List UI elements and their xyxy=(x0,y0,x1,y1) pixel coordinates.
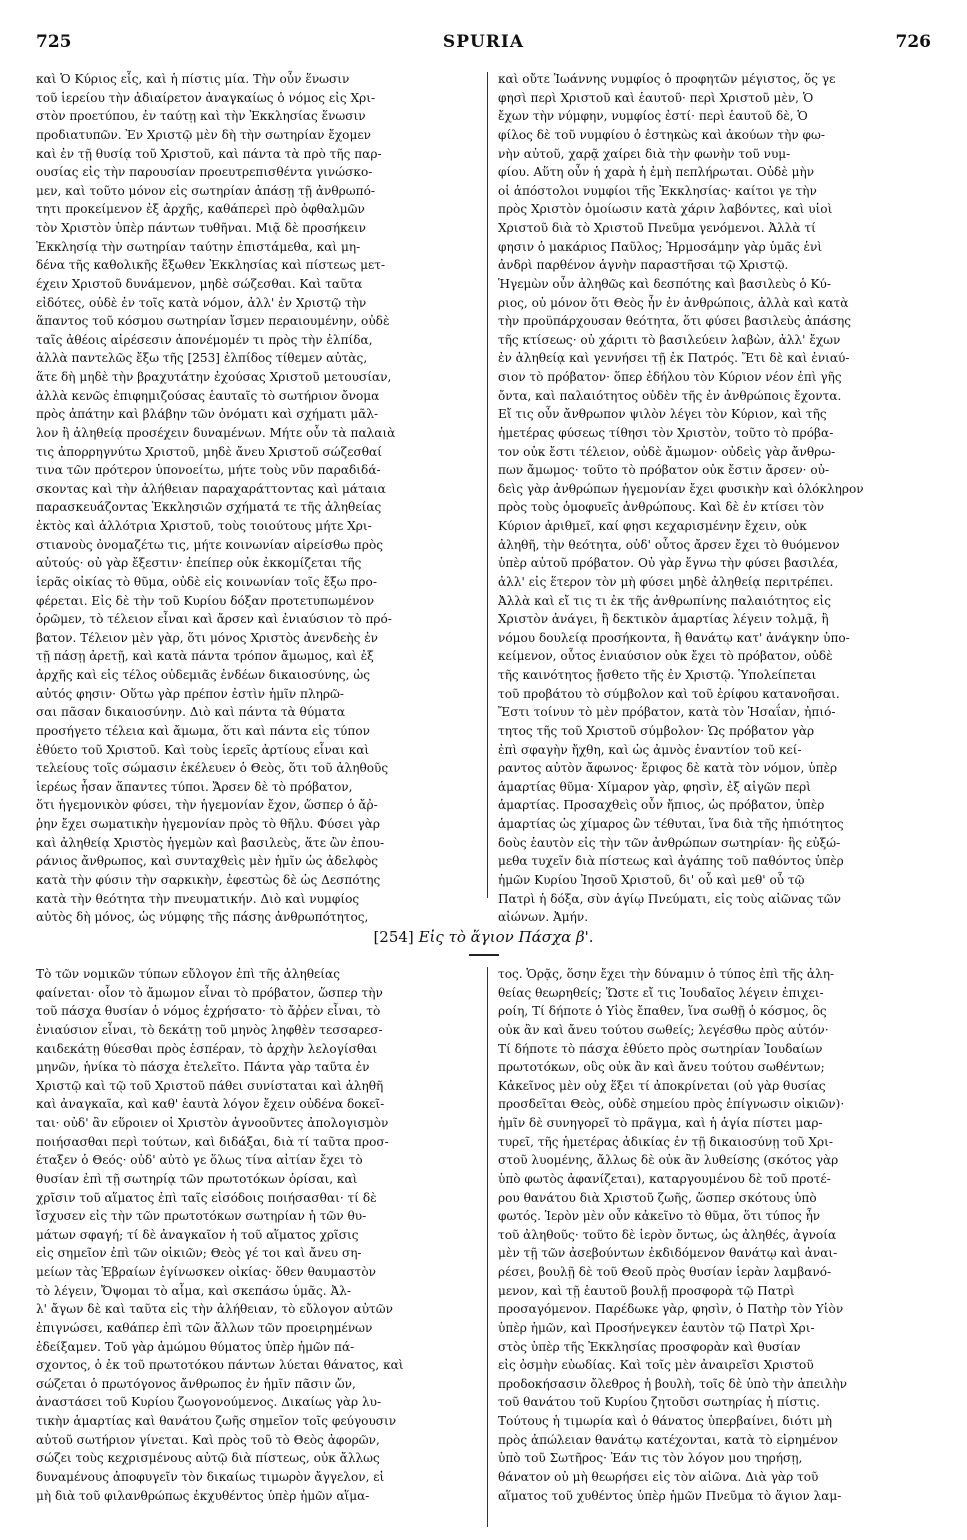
column-divider-upper xyxy=(487,72,488,898)
text-line: πρωτοτόκων, οὓς οὐκ ἂν καὶ ἄνευ τούτου σωθέντων; xyxy=(498,1060,825,1075)
text-line: ἐπὶ σφαγὴν ἤχθη, καὶ ὡς ἀμνὸς ἐναντίον τοῦ κεί- xyxy=(498,742,802,757)
text-line: Ἡγεμὼν οὖν ἀληθῶς καὶ δεσπότης καὶ βασιλεὺς ὁ Κύ- xyxy=(498,276,831,291)
text-line: τον οὐκ ἔστι τέλειον, οὐδὲ ἄμωμον· οὐδεὶς γὰρ ἄνθρω- xyxy=(498,444,836,459)
text-line: λον ἢ ἀληθείᾳ προσέχειν δυναμένων. Μήτε οὖν τὰ παλαιὰ xyxy=(36,425,396,440)
text-line: τῇ πάσῃ ἀρετῇ, καὶ κατὰ πάντα τρόπον ἄμωμος, καὶ ἐξ xyxy=(36,649,374,664)
text-line: ἁμαρτίας ὡς χίμαρος ὢν τέθυται, ἵνα διὰ τῆς ἠπιότητος xyxy=(498,817,844,831)
text-line: ουσίας εἰς τὴν παρουσίαν προευτρεπισθέντα γινώσκο- xyxy=(36,165,373,180)
heading-rule xyxy=(469,954,499,956)
text-line: τὴν προϋπάρχουσαν θεότητα, ὅτι φύσει βασιλεὺς ἁπάσης xyxy=(498,314,852,329)
text-line: ἀλλὰ παντελῶς ἔξω τῆς [253] ἐλπίδος τίθεμεν αὐτὰς, xyxy=(36,351,368,366)
text-line: ἀλλ' εἰς ἕτερον τὸν μὴ φύσει μηδὲ ἀληθείᾳ περιτρέπει. xyxy=(498,574,834,589)
text-line: ἀναστάσει τοῦ Κυρίου ζωογονούμενος. Δικαίως γὰρ λυ- xyxy=(36,1395,382,1410)
text-line: ἱερᾶς οἰκίας τὸ θῦμα, οὐδὲ εἰς κοινωνίαν τοῖς ἔξω προ- xyxy=(36,574,377,589)
text-line: μεν, καὶ τοῦτο μόνον εἰς σωτηρίαν ἁπάσῃ τῇ ἀνθρωπό- xyxy=(36,183,375,198)
running-title: SPURIA xyxy=(442,32,525,52)
text-line: τητι προκείμενον ἐξ ἀρχῆς, καθάπερεὶ πρὸ ὀφθαλμῶν xyxy=(36,202,365,217)
text-line: οὐκ ἂν καὶ ἄνευ τούτου σωθείς; λεγέσθω πρὸς αὐτόν· xyxy=(498,1022,829,1037)
text-line: σκοντας καὶ τὴν ἀλήθειαν παραχαράττοντας καὶ μάταια xyxy=(36,481,386,496)
left-page-number: 725 xyxy=(36,32,72,52)
text-line: ἐθύετο τοῦ Χριστοῦ. Καὶ τοὺς ἱερεῖς ἀρτίους εἶναι καὶ xyxy=(36,742,370,757)
text-line: ὄντα, καὶ παλαιότητος οὐδὲν τῆς ἐν ἀνθρώποις ἔχοντα. xyxy=(498,388,842,403)
text-line: ἡμετέρας φύσεως τίθησι τὸν Χριστὸν, τοῦτο τὸ πρόβα- xyxy=(498,425,834,440)
text-line: μενον, καὶ τῇ ἑαυτοῦ βουλῇ προσφορὰ τῷ Πατρὶ xyxy=(498,1283,795,1298)
text-line: τινα τῶν πρότερον ὑπονοείτω, μήτε τοὺς νῦν παραδιδά- xyxy=(36,463,381,478)
text-line: καὶ ἐν τῇ θυσίᾳ τοῦ Χριστοῦ, καὶ πάντα τὰ πρὸ τῆς παρ- xyxy=(36,146,382,161)
text-line: ἐπιγνώσει, καθάπερ ἐπὶ τῶν ἄλλων τῶν προειρημένων xyxy=(36,1320,373,1335)
text-line: πων ἄμωμος· τοῦτο τὸ πρόβατον οὐκ ἔστιν ἄρσεν· οὐ- xyxy=(498,463,830,478)
text-line: πρὸς Χριστὸν ὁμοίωσιν κατὰ χάριν λαβόντες, καὶ υἱοὶ xyxy=(498,202,833,217)
upper-left-column xyxy=(36,70,476,927)
text-line: ραντος αὐτὸν ἄφωνος· ἔριφος δὲ κατὰ τὸν νόμον, ὑπὲρ xyxy=(498,761,838,776)
text-line: ὑπὸ τοῦ Σωτῆρος· Ἐάν τις τὸν λόγον μου τηρήσῃ, xyxy=(498,1451,803,1466)
text-line: ριος, οὐ μόνον ὅτι Θεὸς ἦν ἐν ἀνθρώποις, ἀλλὰ καὶ κατὰ xyxy=(498,295,849,310)
text-line: βατον. Τέλειον μὲν γὰρ, ὅτι μόνος Χριστὸς ἀνενδεὴς ἐν xyxy=(36,630,379,645)
text-line: ῥην ἔχει σωματικὴν ἡγεμονίαν πρὸς τὸ θῆλυ. Φύσει γὰρ xyxy=(36,817,381,831)
text-line: μὴ διὰ τοῦ φιλανθρώπως ἐκχυθέντος ὑπὲρ ἡμῶν αἵμα- xyxy=(36,1488,370,1503)
text-line: κατὰ τὴν φύσιν τὴν σαρκικὴν, ἐφεστὼς δὲ ὡς Δεσπότης xyxy=(36,872,381,887)
text-line: τυρεῖ, τῆς ἡμετέρας ἀδικίας ἐν τῇ δικαιοσύνῃ τοῦ Χρι- xyxy=(498,1134,833,1149)
page-header xyxy=(36,32,931,56)
text-line: ἀνδρὶ παρθένον ἁγνὴν παραστῆσαι τῷ Χριστῷ. xyxy=(498,258,789,273)
text-line: ὑπὲρ αὐτοῦ πρόβατον. Οὐ γὰρ ἔγνω τὴν φύσει βασιλέα, xyxy=(498,556,839,571)
text-line: ται· οὐδ' ἂν εὕροιεν οἱ Χριστὸν ἀγνοοῦντες ἀπολογισμὸν xyxy=(36,1116,389,1130)
text-line: στὸν προετύπου, ἐν ταύτῃ καὶ τὴν Ἐκκλησίας ἕνωσιν xyxy=(36,109,366,124)
text-line: Κύριον ἀριθμεῖ, καί φησι κεχαρισμένην ἔχειν, οὐκ xyxy=(498,519,807,533)
text-line: ταῖς ἀθέοις αἱρέσεσιν ἀπονέμομέν τι πρὸς τὴν ἐλπίδα, xyxy=(36,332,373,347)
text-line: τὸ λέγειν, Ὄψομαι τὸ αἷμα, καὶ σκεπάσω ὑμᾶς. Ἀλ- xyxy=(36,1283,351,1298)
text-line: καιδεκάτῃ θύεσθαι πρὸς ἑσπέραν, τὸ ἀρχὴν λελογίσθαι xyxy=(36,1041,378,1056)
text-line: τικὴν ἁμαρτίας καὶ θανάτου ζωῆς σημεῖον τοῖς φεύγουσιν xyxy=(36,1414,397,1428)
text-line: τοῦ θανάτου τοῦ Κυρίου ζητοῦσι σωτηρίας ἡ πίστις. xyxy=(498,1395,820,1410)
text-line: ἁμαρτίας. Προσαχθεὶς οὖν ἤπιος, ὡς πρόβατον, ὑπὲρ xyxy=(498,798,825,813)
text-line: πρὸς ἀπάτην καὶ βλάβην τῶν ὀνόματι καὶ σχήματι μᾶλ- xyxy=(36,407,379,422)
text-line: Πατρὶ ἡ δόξα, σὺν ἁγίῳ Πνεύματι, εἰς τοὺς αἰῶνας τῶν xyxy=(498,891,841,906)
text-line: σιον τὸ πρόβατον· ὅπερ ἐδήλου τὸν Κύριον νέον ἐπὶ γῆς xyxy=(498,370,842,384)
text-line: μάτων σφαγή; τί δὲ ἀναγκαῖον ἡ τοῦ αἵματος χρῖσις xyxy=(36,1227,359,1242)
text-line: μὲν τῇ τῶν ἀσεβούντων ἐκδιδόμενον θανάτῳ καὶ ἀναι- xyxy=(498,1246,838,1261)
text-line: δυναμένους ἀποφυγεῖν τὸν δικαίως τιμωρὸν ἄγγελον, εἰ xyxy=(36,1469,385,1484)
text-line: ἐν ἀληθείᾳ καὶ γεννήσει τῇ ἐκ Πατρός. Ἔτι δὲ καὶ ἐνιαύ- xyxy=(498,351,850,366)
text-line: νὴν αὐτοῦ, χαρᾷ χαίρει διὰ τὴν φωνὴν τοῦ νυμ- xyxy=(498,146,791,161)
text-line: τὸν Χριστὸν ὑπὲρ πάντων τυθῆναι. Μιᾷ δὲ προσήκειν xyxy=(36,221,367,235)
text-line: ράνιος ἄνθρωπος, καὶ συνταχθεὶς μὲν ἡμῖν ὡς ἀδελφὸς xyxy=(36,854,379,869)
text-line: καὶ ἀναγκαῖα, καὶ καθ' ἑαυτὰ λόγον ἔχειν οὐδένα δοκεῖ- xyxy=(36,1097,385,1112)
text-line: ὁρῶμεν, τὸ τέλειον εἶναι καὶ ἄρσεν καὶ ἐνιαύσιον τὸ πρό- xyxy=(36,612,392,627)
section-number: [254] xyxy=(373,928,414,946)
text-line: ρου θανάτου διὰ Χριστοῦ ζωῆς, ὥσπερ σκότους ὑπὸ xyxy=(498,1190,817,1205)
text-line: ἀληθῆ, τὴν θεότητα, οὐδ' οὗτος ἄρσεν ἔχει τὸ θυόμενον xyxy=(498,537,840,552)
text-line: Ἐκκλησίᾳ τὴν σωτηρίαν ταύτην ἐπιστάμεθα, καὶ μη- xyxy=(36,239,361,254)
text-line: σώζει τοὺς κεχρισμένους αὐτῷ διὰ πίστεως, οὐκ ἄλλως xyxy=(36,1451,380,1466)
text-line: ρέσει, βουλῇ δὲ τοῦ Θεοῦ πρὸς θυσίαν ἱερὰν λαμβανό- xyxy=(498,1265,832,1279)
lower-left-column xyxy=(36,965,476,1505)
text-line: ἁμαρτίας θῦμα· Χίμαρον γὰρ, φησὶν, ἐξ αἰγῶν περὶ xyxy=(498,779,812,794)
text-line: δεὶς γὰρ ἀνθρώπων ἡγεμονίαν ἔχει φυσικὴν καὶ ὁλόκληρον xyxy=(498,481,864,496)
text-line: πρὸς τοὺς ὁμοφυεῖς ἀνθρώπους. Καὶ δὲ ἐν κτίσει τὸν xyxy=(498,500,825,515)
text-line: ἡμῶν Κυρίου Ἰησοῦ Χριστοῦ, δι' οὗ καὶ μεθ' οὗ τῷ xyxy=(498,872,805,887)
text-line: ἅτε δὴ μηδὲ τὴν βραχυτάτην ἐχούσας Χριστοῦ μετουσίαν, xyxy=(36,370,392,384)
text-line: παρασκευάζοντας Ἐκκλησιῶν σχήματά τε τῆς ἀληθείας xyxy=(36,500,382,515)
text-line: ἡμῖν δὲ συνηγορεῖ τὸ πρᾶγμα, καὶ ἡ ἁγία πίστει μαρ- xyxy=(498,1116,823,1130)
text-line: σώζεται ὁ πρωτόγονος ἄνθρωπος ἐν ἡμῖν πᾶσιν ὤν, xyxy=(36,1376,356,1391)
section-title: Εἰς τὸ ἅγιον Πάσχα β'. xyxy=(418,928,594,946)
text-line: Χριστὸν ἀνάγει, ἢ δεκτικὸν ἁμαρτίας λέγειν τολμᾷ, ἢ xyxy=(498,612,829,627)
lower-right-column xyxy=(498,965,936,1505)
text-line: ἴσχυσεν εἰς τὴν τῶν πρωτοτόκων σωτηρίαν ἡ τῶν θυ- xyxy=(36,1209,367,1224)
column-divider-lower xyxy=(487,967,488,1527)
text-line: τῆς καινότητος ᾔσθετο τῆς ἐν Χριστῷ. Ὑπολείπεται xyxy=(498,668,817,682)
text-line: ὅτι ἡγεμονικὸν φύσει, τὴν ἡγεμονίαν ἔχον, ὥσπερ ὁ ἄῤ- xyxy=(36,798,378,813)
text-line: έχειν Χριστοῦ δυνάμενον, μηδὲ σώζεσθαι. Καὶ ταῦτα xyxy=(36,276,363,291)
text-line: προσαγόμενον. Παρέδωκε γὰρ, φησὶν, ὁ Πατὴρ τὸν Υἱὸν xyxy=(498,1302,844,1317)
text-line: φησὶ περὶ Χριστοῦ καὶ ἑαυτοῦ· περὶ Χριστοῦ μὲν, Ὁ xyxy=(498,90,814,105)
text-line: ἀλλὰ κενῶς ἐπιφημιζούσας ἑαυταῖς τὸ σωτήριον ὄνομα xyxy=(36,388,380,403)
text-line: τις ἀπορρηγνύτω Χριστοῦ, μηδὲ ἄνευ Χριστοῦ σώζεσθαί xyxy=(36,444,382,459)
text-line: φίλος δὲ τοῦ νυμφίου ὁ ἑστηκὼς καὶ ἀκούων τὴν φω- xyxy=(498,127,825,142)
text-line: ἐνιαύσιον εἶναι, τὸ δεκάτῃ τοῦ μηνὸς ληφθὲν τεσσαρεσ- xyxy=(36,1022,383,1037)
text-line: κείμενον, οὗτος ἐνιαύσιον οὐκ ἔχει τὸ πρόβατον, οὐδὲ xyxy=(498,649,833,664)
text-line: φίου. Αὕτη οὖν ἡ χαρὰ ἡ ἐμὴ πεπλήρωται. Οὐδὲ μὴν xyxy=(498,165,815,180)
text-line: έταξεν ὁ Θεός· οὐδ' αὐτὸ γε ὅλως τίνα αἰτίαν ἔχει τὸ xyxy=(36,1153,363,1168)
text-line: αὐτὸς δὴ μόνος, ὡς νύμφης τῆς πάσης ἀνθρωπότητος, xyxy=(36,910,369,925)
text-line: σαι πᾶσαν δικαιοσύνην. Διὸ καὶ πάντα τὰ θύματα xyxy=(36,705,346,720)
text-line: ἀρχῆς καὶ εἰς τέλος οὐδεμιᾶς ἐνδέων δικαιοσύνης, ὡς xyxy=(36,668,371,682)
text-line: στοῦ λυομένης, ἄλλως δὲ οὐκ ἂν λυθείσης (σκότος γὰρ xyxy=(498,1153,839,1168)
text-line: Χριστῷ καὶ τῷ τοῦ Χριστοῦ πάθει συνίσταται καὶ ἀληθῆ xyxy=(36,1078,384,1093)
text-line: ἐδείξαμεν. Τοῦ γὰρ ἀμώμου θύματος ὑπὲρ ἡμῶν πά- xyxy=(36,1339,355,1354)
text-line: κατὰ τὴν θεότητα τὴν πνευματικήν. Διὸ καὶ νυμφίος xyxy=(36,891,360,906)
text-line: θυσίαν ἐπὶ τῇ σωτηρίᾳ τῶν πρωτοτόκων ὁρίσαι, καὶ xyxy=(36,1171,358,1186)
text-line: στιανοὺς ὀνομαζέτω τις, μήτε κοινωνίαν αἱρείσθω πρὸς xyxy=(36,537,384,552)
text-line: ὑπὸ φωτὸς ἀφανίζεται), καταργουμένου δὲ τοῦ προτέ- xyxy=(498,1171,831,1186)
text-line: δοὺς ἑαυτὸν εἰς τὴν τῶν ἀνθρώπων σωτηρίαν· ἣς εὐξώ- xyxy=(498,835,841,850)
text-line: Τούτους ἡ τιμωρία καὶ ὁ θάνατος ὑπερβαίνει, διότι μὴ xyxy=(498,1414,833,1428)
text-line: στὸς ὑπὲρ τῆς Ἐκκλησίας προσφορὰν καὶ θυσίαν xyxy=(498,1339,801,1354)
text-line: λ' ἄγων δὲ καὶ ταῦτα εἰς τὴν ἀλήθειαν, τὸ εὔλογον αὐτῶν xyxy=(36,1302,393,1317)
text-line: οἱ ἀπόστολοι νυμφίοι τῆς Ἐκκλησίας· καίτοι γε τὴν xyxy=(498,183,817,198)
text-line: αἰώνων. Ἀμήν. xyxy=(498,910,589,925)
upper-right-column xyxy=(498,70,936,927)
text-line: Κἀκεῖνος μὲν οὐχ ἕξει τί ἀποκρίνεται (οὐ γὰρ θυσίας xyxy=(498,1078,826,1093)
text-line: αὐτοῦ σωτήριον γίνεται. Καὶ πρὸς τοῦ τὸ Θεὸς ἀφορῶν, xyxy=(36,1432,380,1447)
text-line: νόμου δουλείᾳ προσήκοντα, ἢ θανάτῳ κατ' ἀνάγκην ὑπο- xyxy=(498,630,850,645)
text-line: ἔχων τὴν νύμφην, νυμφίος ἐστί· περὶ ἑαυτοῦ δὲ, Ὁ xyxy=(498,109,808,124)
text-line: θείας θεωρηθείς; Ὥστε εἴ τις Ἰουδαῖος λέγειν ἐπιχει- xyxy=(498,985,824,1000)
text-line: φέρεται. Εἰς δὲ τὴν τοῦ Κυρίου δόξαν προτετυπωμένον xyxy=(36,593,375,608)
text-line: εἰς σημεῖον ἐπὶ τῶν οἰκιῶν; Θεὸς γέ τοι καὶ ἄνευ ση- xyxy=(36,1246,362,1261)
text-line: σχοντος, ὁ ἐκ τοῦ πρωτοτόκου πάντων λύεται θάνατος, καὶ xyxy=(36,1358,404,1373)
text-line: χρῖσιν τοῦ αἵματος ἐπὶ ταῖς εἰσόδοις ποιήσασθαι· τί δὲ xyxy=(36,1190,377,1205)
text-line: τελείους τοῖς σώμασιν ἐκέλευεν ὁ Θεὸς, ὅτι τοῦ ἀληθοῦς xyxy=(36,761,389,776)
text-line: φησιν ὁ μακάριος Παῦλος; Ἡρμοσάμην γὰρ ὑμᾶς ἑνὶ xyxy=(498,239,823,254)
text-line: Τί δήποτε τὸ πάσχα ἐθύετο πρὸς σωτηρίαν Ἰουδαίων xyxy=(498,1041,823,1056)
text-line: ροίη, Τί δήποτε ὁ Υἱὸς ἔπαθεν, ἵνα σωθῇ ὁ κόσμος, ὃς xyxy=(498,1004,827,1019)
text-line: προσδεῖται Θεὸς, οὐδὲ σημείου πρὸς ἐπίγνωσιν οἰκιῶν)· xyxy=(498,1097,845,1112)
text-line: φωτός. Ἱερὸν μὲν οὖν κἀκεῖνο τὸ θῦμα, ὅτι τύπος ἦν xyxy=(498,1209,821,1224)
text-line: μεθα τυχεῖν διὰ πίστεως καὶ ἀγάπης τοῦ παθόντος ὑπὲρ xyxy=(498,854,844,869)
text-line: αὐτούς· οὐ γὰρ ἔξεστιν· ἐπείπερ οὐκ ἐκκομίζεται τῆς xyxy=(36,556,362,571)
text-line: τοῦ πάσχα θυσίαν ὁ νόμος ἐχρήσατο· τὸ ἄῤῥεν εἶναι, τὸ xyxy=(36,1004,381,1019)
text-line: προδοκήσασιν ὄλεθρος ἡ βουλὴ, τοῖς δὲ ὑπὸ τὴν ἀπειλὴν xyxy=(498,1376,848,1391)
text-line: τητος τῆς τοῦ Χριστοῦ σύμβολον· Ὡς πρόβατον γὰρ xyxy=(498,723,815,738)
text-line: φαίνεται· οἷον τὸ ἄμωμον εἶναι τὸ πρόβατον, ὥσπερ τὴν xyxy=(36,985,383,1000)
text-line: καὶ ἀληθείᾳ Χριστὸς ἡγεμὼν καὶ βασιλεὺς, ἅτε ὢν ἐπου- xyxy=(36,835,385,850)
right-page-number: 726 xyxy=(895,32,931,52)
text-line: καὶ Ὁ Κύριος εἷς, καὶ ἡ πίστις μία. Τὴν οὖν ἕνωσιν xyxy=(36,72,350,86)
text-line: δένα τῆς καθολικῆς ἔξωθεν Ἐκκλησίας καὶ πίστεως μετ- xyxy=(36,258,386,273)
text-line: αὐτός φησιν· Οὕτω γὰρ πρέπον ἐστὶν ἡμῖν πληρῶ- xyxy=(36,686,344,701)
text-line: Χριστοῦ διὰ τὸ Χριστοῦ Πνεῦμα γενόμενοι. Ἀλλὰ τί xyxy=(498,221,816,235)
text-line: τοῦ προβάτου τὸ σύμβολον καὶ τοῦ ἐρίφου κατανοῆσαι. xyxy=(498,686,840,701)
text-line: αἵματος τοῦ χυθέντος ὑπὲρ ἡμῶν Πνεῦμα τὸ ἅγιον λαμ- xyxy=(498,1488,842,1503)
text-line: καὶ οὔτε Ἰωάννης νυμφίος ὁ προφητῶν μέγιστος, ὅς γε xyxy=(498,72,836,86)
text-line: πρὸς ἀπώλειαν θανάτῳ κατέχονται, κατὰ τὸ εἰρημένον xyxy=(498,1432,838,1447)
text-line: μηνῶν, ἡνίκα τὸ πάσχα ἐτελεῖτο. Πάντα γὰρ ταῦτα ἐν xyxy=(36,1060,370,1075)
text-line: Τὸ τῶν νομικῶν τύπων εὔλογον ἐπὶ τῆς ἀληθείας xyxy=(36,967,340,981)
text-line: ποιήσασθαι περὶ τούτων, καὶ διδάξαι, διὰ τί ταῦτα προσ- xyxy=(36,1134,389,1149)
text-line: ὑπὲρ ἡμῶν, καὶ Προσήνεγκεν ἑαυτὸν τῷ Πατρὶ Χρι- xyxy=(498,1320,815,1335)
text-line: τῆς κτίσεως· οὐ χάριτι τὸ βασιλεύειν λαβὼν, ἀλλ' ἔχων xyxy=(498,332,841,347)
text-line: τοῦ ἱερείου τὴν ἀδιαίρετον ἀναγκαίως ὁ νόμος εἰς Χρι- xyxy=(36,90,376,105)
text-line: μείων τὰς Ἑβραίων ἐγίνωσκεν οἰκίας· ὅθεν θαυμαστὸν xyxy=(36,1265,376,1279)
text-line: ἱερέως ἦσαν ἅπαντες τύποι. Ἄρσεν δὲ τὸ πρόβατον, xyxy=(36,779,353,794)
section-heading xyxy=(0,928,967,946)
text-line: ἐκτὸς καὶ ἀλλότρια Χριστοῦ, τοὺς τοιούτους μήτε Χρι- xyxy=(36,519,372,533)
text-line: τοῦ ἀληθοῦς· τοῦτο δὲ ἱερὸν ὄντως, ὡς ἀληθές, ἀγνοία xyxy=(498,1227,837,1242)
text-line: Ἀλλὰ καὶ εἴ τις τι ἐκ τῆς ἀνθρωπίνης παλαιότητος εἰς xyxy=(498,593,831,608)
text-line: προσήγετο τέλεια καὶ ἄμωμα, ὅτι καὶ πάντα εἰς τύπον xyxy=(36,723,370,738)
text-line: Εἴ τις οὖν ἄνθρωπον ψιλὸν λέγει τὸν Κύριον, καὶ τῆς xyxy=(498,407,827,422)
text-line: εἰς ὀσμὴν εὐωδίας. Καὶ τοῖς μὲν ἀναιρεῖσι Χριστοῦ xyxy=(498,1358,814,1373)
text-line: εἰδότες, οὐδὲ ἐν τοῖς κατὰ νόμον, ἀλλ' ἐν Χριστῷ τὴν xyxy=(36,295,367,310)
text-line: τος. Ὁρᾷς, ὅσην ἔχει τὴν δύναμιν ὁ τύπος ἐπὶ τῆς ἀλη- xyxy=(498,967,835,981)
text-line: Ἔστι τοίνυν τὸ μὲν πρόβατον, κατὰ τὸν Ἡσαΐαν, ἠπιό- xyxy=(498,705,836,720)
text-line: θάνατον οὐ μὴ θεωρήσει εἰς τὸν αἰῶνα. Διὰ γὰρ τοῦ xyxy=(498,1469,819,1484)
text-line: προδιατυπῶν. Ἐν Χριστῷ μὲν δὴ τὴν σωτηρίαν ἔχομεν xyxy=(36,127,371,142)
text-line: ἅπαντος τοῦ κόσμου σωτηρίαν ἴσμεν περαιουμένην, οὐδὲ xyxy=(36,314,390,329)
